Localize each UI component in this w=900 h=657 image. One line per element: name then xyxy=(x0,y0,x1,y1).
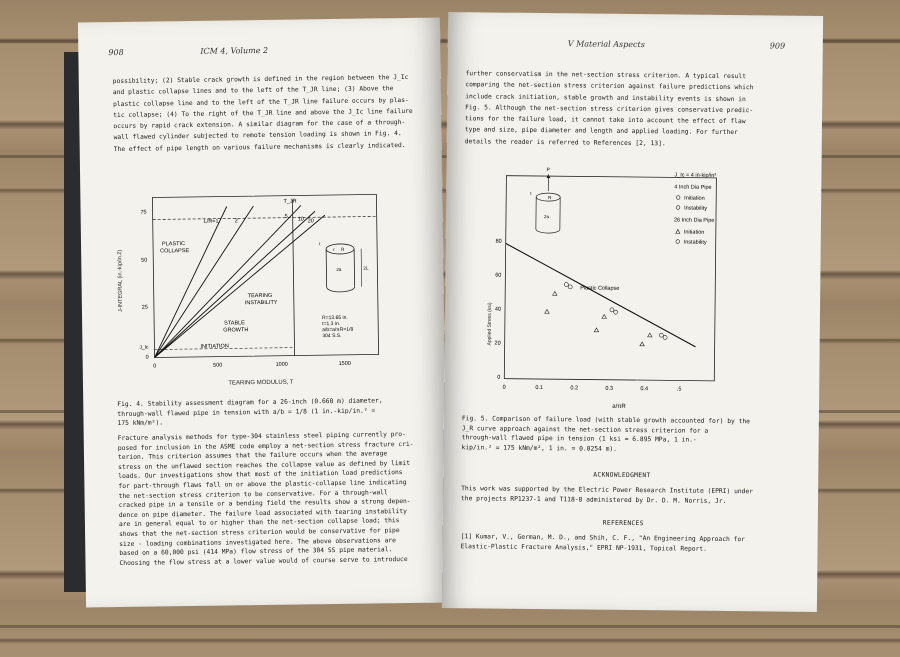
pipe-label: R xyxy=(548,195,552,201)
page-number: 908 xyxy=(108,47,124,58)
pipe-bottom-arc xyxy=(536,229,560,233)
text-line: Choosing the flow stress at a lower value would of course serve to introduce xyxy=(119,555,408,567)
text-line: possibility; (2) Stable crack growth is defined in the region between the J_Ic xyxy=(112,73,409,86)
legend-circle-icon xyxy=(676,206,680,210)
text-line: terion. This criterion assumes that the failure occurs when the average xyxy=(117,450,388,462)
legend-group: 26 Inch Dia Pipe xyxy=(673,217,715,224)
text-line: Fig. 5. Although the net-section stress criterion gives conservative predic- xyxy=(465,104,754,115)
running-head: ICM 4, Volume 2 xyxy=(200,45,269,56)
data-point-triangle xyxy=(553,291,557,295)
top-paragraph xyxy=(113,72,414,155)
caption-line: through-wall flawed pipe in tension with a/b = 1/8 (1 in.-kip/in.² = xyxy=(117,406,376,418)
legend-entry: Instability xyxy=(683,239,707,246)
plot-frame xyxy=(152,194,378,357)
text-line: and plastic collapse lines and to the left of the T_JR line; (3) Above the xyxy=(112,85,394,97)
data-point-triangle xyxy=(602,315,606,319)
text-line: based on a 60,000 psi (414 MPa) flow stress of the 304 SS pipe material. xyxy=(119,546,393,558)
text-line: comparing the net-section stress criterion against failure predictions which xyxy=(465,81,754,92)
region-label: TEARING xyxy=(247,292,273,300)
region-label: GROWTH xyxy=(223,327,249,334)
caption-line: 175 kNm/m²). xyxy=(117,419,164,428)
pipe-label: t xyxy=(530,190,532,196)
series-line xyxy=(153,215,327,357)
reference-line: Elastic-Plastic Fracture Analysis," EPRI NP-1931, Topical Report. xyxy=(460,542,707,553)
text-line: details the reader is referred to References [2, 13]. xyxy=(464,138,666,148)
line-label: 2 xyxy=(234,218,238,225)
text-line: include crack initiation, stable growth and instability events is shown in xyxy=(465,92,746,103)
text-line: further conservatism in the net-section stress criterion. A typical result xyxy=(465,70,747,81)
figure-4-lines xyxy=(153,205,327,357)
text-line: tions for the failure load, it cannot take into account the effect of flaw xyxy=(464,115,746,126)
text-line: wall flawed cylinder subjected to remote tension loading is shown in Fig. 4. xyxy=(113,130,402,142)
text-line: posed for inclusion in the ASME code employ a net-section stress fracture cri- xyxy=(117,440,414,452)
legend-entry: Instability xyxy=(684,205,708,212)
text-line: tic collapse; (4) To the right of the T_JR line and above the J_Ic line failure xyxy=(113,107,413,119)
pipe-label: 2a xyxy=(336,266,342,272)
line-label: 20 xyxy=(307,218,314,225)
region-label: INSTABILITY xyxy=(244,299,278,307)
caption-line: kip/in.² = 175 kNm/m², 1 in. = 0.0254 m). xyxy=(461,443,618,453)
legend-circle-icon xyxy=(676,196,680,200)
reference-line: [1] Kumar, V., German, M. D., and Shih, C. F., "An Engineering Approach for xyxy=(460,533,746,544)
left-page xyxy=(78,18,448,608)
tick-label: 80 xyxy=(495,238,502,245)
text-line: This work was supported by the Electric Power Research Institute (EPRI) under xyxy=(461,485,754,496)
tick-label: 1000 xyxy=(275,361,288,368)
text-line: Fracture analysis methods for type-304 stainless steel piping currently pro- xyxy=(117,431,406,443)
pipe-label: r xyxy=(333,246,335,253)
region-label: COLLAPSE xyxy=(160,248,190,255)
x-axis-label: TEARING MODULUS, T xyxy=(228,379,294,387)
figure-4 xyxy=(108,168,411,392)
text-line: shows that the net-section stress criterion would be conservative for pipe xyxy=(119,527,400,538)
tjr-label: T_JR xyxy=(283,198,297,205)
text-line: the net-section stress criterion to be conservative. For a through-wall xyxy=(118,488,388,500)
data-point-triangle xyxy=(545,309,549,313)
text-line: loads. Our investigations show that most of the initiation load predictions xyxy=(118,469,403,481)
line-label: 5 xyxy=(284,213,288,220)
tjr-line xyxy=(292,200,294,356)
figure-5-marks xyxy=(505,243,697,346)
data-point-triangle xyxy=(640,342,644,346)
running-head: V Material Aspects xyxy=(567,39,645,50)
tick-label: 50 xyxy=(141,257,148,264)
legend-circle-icon xyxy=(676,240,680,244)
y-axis-label: Applied Stress (ksi) xyxy=(486,302,494,346)
series-line xyxy=(153,206,229,357)
references-list xyxy=(460,532,745,554)
pipe-top-ellipse xyxy=(326,244,354,254)
tick-label: 75 xyxy=(140,209,147,216)
legend-title: J_Ic = 4 in-kip/in² xyxy=(674,172,717,179)
series-line xyxy=(153,205,303,357)
figure-5 xyxy=(474,160,767,413)
pipe-wall xyxy=(354,249,355,287)
caption-line: Fig. 4. Stability assessment diagram for a 26-inch (0.660 m) diameter, xyxy=(117,397,383,409)
pipe-bottom-arc xyxy=(327,287,355,292)
tick-label: .5 xyxy=(676,386,682,393)
figure-4-axes xyxy=(152,194,378,357)
param-line: t=1.3 in. xyxy=(322,320,341,328)
text-line: the projects RP1237-1 and T118-8 administered by Dr. D. M. Norris, Jr. xyxy=(461,494,727,505)
caption-line: J_R curve approach against the net-section stress criterion for a xyxy=(461,424,709,435)
data-point-triangle xyxy=(594,328,598,332)
tick-label: 0 xyxy=(145,354,149,361)
tick-label: 0.1 xyxy=(535,384,544,392)
series-line xyxy=(153,206,256,357)
tick-label: 20 xyxy=(494,340,501,347)
x-axis-label: a/πR xyxy=(612,403,626,410)
pipe-label: 2L xyxy=(363,265,369,271)
param-line: R=13.65 in. xyxy=(322,314,348,322)
right-page xyxy=(442,12,823,612)
curve-label: Plastic Collapse xyxy=(580,285,620,292)
pipe-label: P xyxy=(546,167,550,174)
plank-seam xyxy=(0,625,900,628)
top-paragraph xyxy=(465,68,754,150)
acknowledgment-text xyxy=(461,484,753,506)
text-line: dence on pipe diameter. The failure load associated with tearing instability xyxy=(118,507,407,519)
text-line: for part-through flaws fall on or above the plastic-collapse line indicating xyxy=(118,478,407,491)
tick-label: 0.3 xyxy=(605,385,614,392)
tick-label: 1500 xyxy=(338,360,351,367)
tick-label: 0 xyxy=(502,384,506,391)
region-label: PLASTIC xyxy=(161,241,186,248)
pipe-label: R xyxy=(341,246,345,252)
data-point-circle xyxy=(564,283,568,287)
pipe-diagram xyxy=(530,167,561,233)
text-line: occurs by rapid crack extension. A similar diagram for the case of a through- xyxy=(113,119,406,131)
data-point-triangle xyxy=(648,333,652,337)
page-number: 909 xyxy=(769,41,786,51)
figure-5-caption xyxy=(462,414,751,455)
pipe-diagram xyxy=(319,241,369,293)
tick-label: 60 xyxy=(495,272,502,279)
text-line: cracked pipe in a tensile or a bending field the results show a strong depen- xyxy=(118,498,411,510)
param-line: 304 S.S. xyxy=(322,332,342,340)
acknowledgment-heading: ACKNOWLEDGMENT xyxy=(593,471,651,480)
data-point-circle xyxy=(568,285,572,289)
line-label: 10 xyxy=(297,216,304,223)
text-line: are in general equal to or higher than the net-section collapse load; this xyxy=(118,517,400,529)
tick-label: 500 xyxy=(213,362,223,369)
pipe-wall xyxy=(326,249,327,287)
text-line: stress on the unflawed section reaches the collapse value as defined by limit xyxy=(118,459,411,471)
pipe-label: t xyxy=(319,241,321,247)
line-label: L/R=1 xyxy=(203,218,219,225)
text-line: The effect of pipe length on various failure mechanisms is clearly indicated. xyxy=(113,141,406,153)
y-axis-label: J-INTEGRAL (in.-kip/in.2) xyxy=(117,249,124,313)
plastic-collapse-curve xyxy=(505,243,697,346)
text-line: size - loading combinations investigated here. The above observations are xyxy=(119,536,396,548)
series-line xyxy=(153,211,317,357)
references-heading: REFERENCES xyxy=(602,519,644,528)
length-dimension xyxy=(361,249,362,287)
caption-line: through-wall flawed pipe in tension (1 ksi = 6.895 MPa, 1 in.- xyxy=(461,434,697,444)
legend-entry: Initiation xyxy=(684,195,705,202)
data-point-circle xyxy=(614,310,618,314)
data-point-circle xyxy=(610,308,614,312)
caption-line: Fig. 5. Comparison of failure load (with stable growth accounted for) by the xyxy=(461,415,751,426)
bottom-paragraph xyxy=(118,430,416,568)
legend-triangle-icon xyxy=(676,229,680,233)
data-point-circle xyxy=(659,333,663,337)
tick-label: 25 xyxy=(141,304,148,311)
region-label: STABLE xyxy=(224,320,245,327)
legend-entry: Initiation xyxy=(683,229,705,236)
tick-label: 40 xyxy=(494,306,502,313)
figure-4-caption xyxy=(117,396,383,428)
text-line: type and size, pipe diameter and length and applied loading. For further xyxy=(464,126,738,137)
legend-group: 4 Inch Dia Pipe xyxy=(674,184,712,191)
pipe-label: 2a xyxy=(543,214,550,220)
tick-label: J_Ic xyxy=(139,344,149,351)
tick-label: 0.4 xyxy=(640,386,649,393)
initiation-label: INITIATION xyxy=(200,343,229,350)
param-line: a/b=a/πR=1/8 xyxy=(322,326,354,334)
tick-label: 0 xyxy=(153,363,157,370)
tick-label: 0.2 xyxy=(570,385,579,392)
data-point-circle xyxy=(663,335,667,339)
text-line: plastic collapse line and to the left of the T_JR line failure occurs by plas- xyxy=(113,96,409,108)
tick-label: 0 xyxy=(497,374,501,381)
